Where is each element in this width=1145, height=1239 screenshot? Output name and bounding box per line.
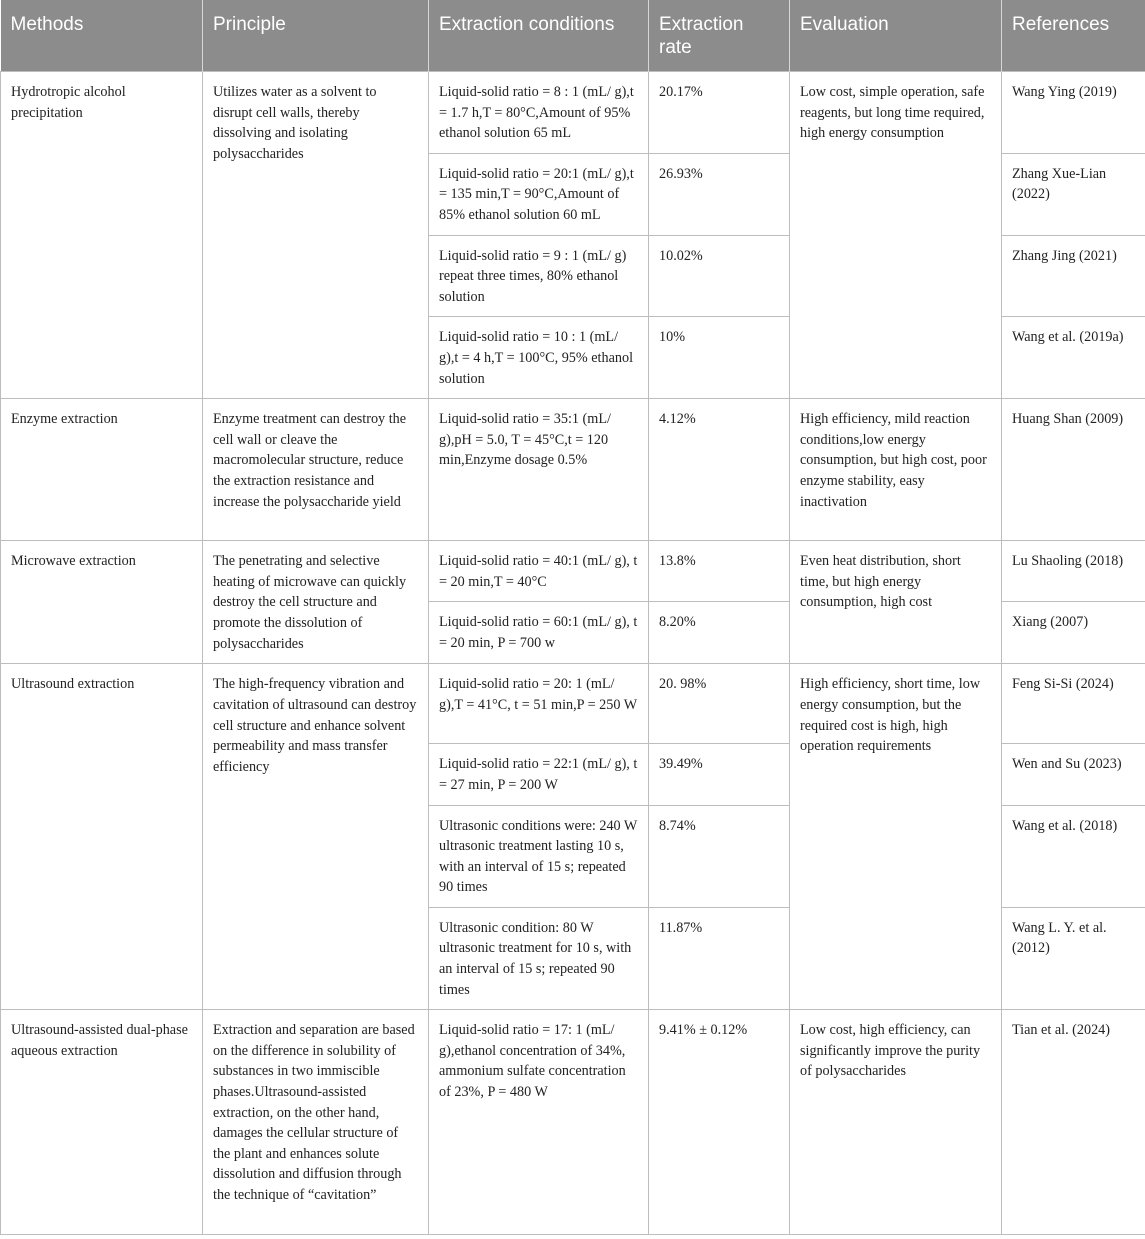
- principle-cell: The high-frequency vibration and cavitation of ultrasound can destroy cell structure and enhance solvent permeability and mass transfer efficiency: [203, 664, 429, 1010]
- conditions-cell: Liquid-solid ratio = 20: 1 (mL/ g),T = 41°C, t = 51 min,P = 250 W: [429, 664, 649, 744]
- evaluation-cell: High efficiency, short time, low energy consumption, but the required cost is high, high operation requirements: [790, 664, 1002, 1010]
- rate-cell: 20.17%: [649, 72, 790, 154]
- conditions-cell: Ultrasonic condition: 80 W ultrasonic treatment for 10 s, with an interval of 15 s; repeated 90 times: [429, 907, 649, 1009]
- reference-cell: Wang et al. (2019a): [1002, 317, 1145, 399]
- principle-cell: The penetrating and selective heating of microwave can quickly destroy the cell structure and promote the dissolution of polysaccharides: [203, 541, 429, 664]
- principle-cell: Extraction and separation are based on the difference in solubility of substances in two immiscible phases.Ultrasound-assisted extraction, on the other hand, damages the cellular structure of the plant and enhances solute dissolution and diffusion through the technique of “cavitation”: [203, 1010, 429, 1235]
- table-row: [1, 399, 1145, 541]
- conditions-cell: Liquid-solid ratio = 9 : 1 (mL/ g) repeat three times, 80% ethanol solution: [429, 235, 649, 317]
- table-header: [1, 0, 1145, 72]
- conditions-cell: Liquid-solid ratio = 17: 1 (mL/ g),ethanol concentration of 34%, ammonium sulfate concentration of 23%, P = 480 W: [429, 1010, 649, 1235]
- conditions-cell: Liquid-solid ratio = 22:1 (mL/ g), t = 27 min, P = 200 W: [429, 744, 649, 805]
- principle-cell: Utilizes water as a solvent to disrupt cell walls, thereby dissolving and isolating polysaccharides: [203, 72, 429, 399]
- reference-cell: Wang L. Y. et al. (2012): [1002, 907, 1145, 1009]
- rate-cell: 9.41% ± 0.12%: [649, 1010, 790, 1235]
- reference-cell: Lu Shaoling (2018): [1002, 541, 1145, 602]
- header-extraction-rate: Extraction rate: [649, 0, 790, 72]
- reference-cell: Wang Ying (2019): [1002, 72, 1145, 154]
- header-methods: Methods: [1, 0, 203, 72]
- rate-cell: 8.74%: [649, 805, 790, 907]
- method-cell: Ultrasound extraction: [1, 664, 203, 1010]
- evaluation-cell: Even heat distribution, short time, but high energy consumption, high cost: [790, 541, 1002, 664]
- conditions-cell: Liquid-solid ratio = 40:1 (mL/ g), t = 20 min,T = 40°C: [429, 541, 649, 602]
- reference-cell: Huang Shan (2009): [1002, 399, 1145, 541]
- method-cell: Microwave extraction: [1, 541, 203, 664]
- method-cell: Enzyme extraction: [1, 399, 203, 541]
- table-row: [1, 1010, 1145, 1235]
- rate-cell: 10%: [649, 317, 790, 399]
- conditions-cell: Liquid-solid ratio = 35:1 (mL/ g),pH = 5.0, T = 45°C,t = 120 min,Enzyme dosage 0.5%: [429, 399, 649, 541]
- reference-cell: Zhang Xue-Lian (2022): [1002, 153, 1145, 235]
- conditions-cell: Liquid-solid ratio = 20:1 (mL/ g),t = 135 min,T = 90°C,Amount of 85% ethanol solution 60 mL: [429, 153, 649, 235]
- table-row: [1, 664, 1145, 744]
- evaluation-cell: Low cost, high efficiency, can significantly improve the purity of polysaccharides: [790, 1010, 1002, 1235]
- reference-cell: Zhang Jing (2021): [1002, 235, 1145, 317]
- rate-cell: 4.12%: [649, 399, 790, 541]
- conditions-cell: Liquid-solid ratio = 10 : 1 (mL/ g),t = 4 h,T = 100°C, 95% ethanol solution: [429, 317, 649, 399]
- reference-cell: Feng Si-Si (2024): [1002, 664, 1145, 744]
- conditions-cell: Liquid-solid ratio = 8 : 1 (mL/ g),t = 1.7 h,T = 80°C,Amount of 95% ethanol solution 65 mL: [429, 72, 649, 154]
- conditions-cell: Liquid-solid ratio = 60:1 (mL/ g), t = 20 min, P = 700 w: [429, 602, 649, 664]
- table-body: [1, 72, 1145, 1235]
- evaluation-cell: High efficiency, mild reaction conditions,low energy consumption, but high cost, poor enzyme stability, easy inactivation: [790, 399, 1002, 541]
- table-row: [1, 72, 1145, 154]
- header-principle: Principle: [203, 0, 429, 72]
- method-cell: Hydrotropic alcohol precipitation: [1, 72, 203, 399]
- header-row: [1, 0, 1145, 72]
- rate-cell: 13.8%: [649, 541, 790, 602]
- rate-cell: 39.49%: [649, 744, 790, 805]
- reference-cell: Wen and Su (2023): [1002, 744, 1145, 805]
- reference-cell: Wang et al. (2018): [1002, 805, 1145, 907]
- rate-cell: 20. 98%: [649, 664, 790, 744]
- reference-cell: Xiang (2007): [1002, 602, 1145, 664]
- header-extraction-conditions: Extraction conditions: [429, 0, 649, 72]
- rate-cell: 8.20%: [649, 602, 790, 664]
- evaluation-cell: Low cost, simple operation, safe reagents, but long time required, high energy consumption: [790, 72, 1002, 399]
- rate-cell: 26.93%: [649, 153, 790, 235]
- principle-cell: Enzyme treatment can destroy the cell wall or cleave the macromolecular structure, reduce the extraction resistance and increase the polysaccharide yield: [203, 399, 429, 541]
- method-cell: Ultrasound-assisted dual-phase aqueous extraction: [1, 1010, 203, 1235]
- conditions-cell: Ultrasonic conditions were: 240 W ultrasonic treatment lasting 10 s, with an interval of 15 s; repeated 90 times: [429, 805, 649, 907]
- rate-cell: 10.02%: [649, 235, 790, 317]
- table-row: [1, 541, 1145, 602]
- rate-cell: 11.87%: [649, 907, 790, 1009]
- header-references: References: [1002, 0, 1145, 72]
- header-evaluation: Evaluation: [790, 0, 1002, 72]
- reference-cell: Tian et al. (2024): [1002, 1010, 1145, 1235]
